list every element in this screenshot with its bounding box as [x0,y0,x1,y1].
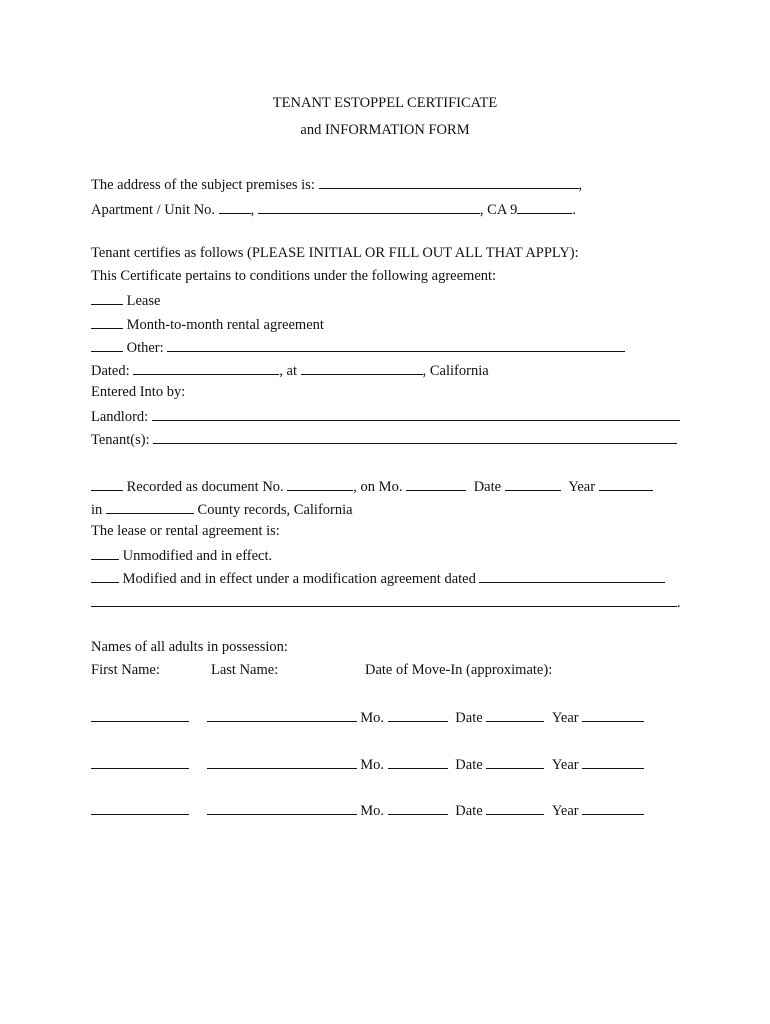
landlord-label: Landlord: [91,409,149,425]
lease-row [91,290,160,310]
date-label: Date [455,803,483,819]
city-field[interactable] [258,199,480,214]
mo-label: Mo. [360,803,385,819]
dated-field[interactable] [133,360,279,375]
tenants-row [91,429,677,449]
apartment-label: Apartment / Unit No. [91,202,216,218]
modification-continuation-field[interactable] [91,592,677,607]
move-in-date-field[interactable] [486,754,544,769]
continuation-period: . [677,595,681,611]
zip-field[interactable] [517,199,572,214]
at-label: , at [279,363,297,379]
address-comma: , [578,177,583,193]
other-label: Other: [126,340,164,356]
move-in-month-field[interactable] [388,707,448,722]
modified-row [91,568,665,588]
address-row [91,174,582,194]
adult-row-1 [91,707,644,727]
apartment-row [91,199,576,219]
location-field[interactable] [301,360,423,375]
form-title: TENANT ESTOPPEL CERTIFICATE [272,95,498,111]
last-name-field[interactable] [207,800,357,815]
recorded-date-field[interactable] [505,476,561,491]
landlord-row [91,406,680,426]
ca-label: , CA 9 [479,202,518,218]
month-initial-field[interactable] [91,314,123,329]
recorded-label: Recorded as document No. [126,479,284,495]
move-in-date-field[interactable] [486,707,544,722]
month-label: Month-to-month rental agreement [126,317,324,333]
unit-comma: , [250,202,255,218]
california-label: , California [422,363,489,379]
last-name-field[interactable] [207,754,357,769]
tenants-field[interactable] [153,429,677,444]
dated-row [91,360,489,380]
mo-label: Mo. [360,757,385,773]
year-label: Year [551,710,579,726]
move-in-month-field[interactable] [388,754,448,769]
unmodified-initial-field[interactable] [91,545,119,560]
first-name-header: First Name: [91,662,160,678]
adult-row-3 [91,800,644,820]
address-field[interactable] [319,174,579,189]
in-label: in [91,502,103,518]
unmodified-label: Unmodified and in effect. [122,548,273,564]
first-name-field[interactable] [91,754,189,769]
move-in-month-field[interactable] [388,800,448,815]
lease-label: Lease [126,293,161,309]
move-in-year-field[interactable] [582,800,644,815]
first-name-field[interactable] [91,707,189,722]
move-in-year-field[interactable] [582,754,644,769]
year-label: Year [551,803,579,819]
modified-label: Modified and in effect under a modification agreement dated [122,571,476,587]
last-name-header: Last Name: [211,662,279,678]
document-number-field[interactable] [287,476,353,491]
move-in-year-field[interactable] [582,707,644,722]
unit-number-field[interactable] [219,199,251,214]
recorded-year-field[interactable] [599,476,653,491]
tenants-label: Tenant(s): [91,432,150,448]
last-name-field[interactable] [207,707,357,722]
lease-initial-field[interactable] [91,290,123,305]
county-field[interactable] [106,499,194,514]
move-in-date-field[interactable] [486,800,544,815]
address-label: The address of the subject premises is: [91,177,315,193]
county-row [91,499,353,519]
adult-row-2 [91,754,644,774]
first-name-field[interactable] [91,800,189,815]
dated-label: Dated: [91,363,130,379]
county-label: County records, California [197,502,353,518]
other-row [91,337,625,357]
certify-text: Tenant certifies as follows (PLEASE INITIAL OR FILL OUT ALL THAT APPLY): [91,245,579,261]
recorded-year-label: Year [568,479,596,495]
pertains-text: This Certificate pertains to conditions under the following agreement: [91,268,497,284]
unmodified-row [91,545,272,565]
landlord-field[interactable] [152,406,680,421]
month-to-month-row [91,314,324,334]
recorded-date-label: Date [473,479,502,495]
on-mo-label: , on Mo. [353,479,403,495]
recorded-initial-field[interactable] [91,476,123,491]
lease-is-label: The lease or rental agreement is: [91,523,280,539]
zip-period: . [572,202,577,218]
date-label: Date [455,710,483,726]
recorded-row [91,476,653,496]
recorded-month-field[interactable] [406,476,466,491]
year-label: Year [551,757,579,773]
move-in-header: Date of Move-In (approximate): [365,662,553,678]
other-initial-field[interactable] [91,337,123,352]
entered-into-label: Entered Into by: [91,384,186,400]
modified-initial-field[interactable] [91,568,119,583]
other-field[interactable] [167,337,625,352]
mo-label: Mo. [360,710,385,726]
modification-date-field[interactable] [479,568,665,583]
modification-continuation-row [91,592,681,612]
adults-label: Names of all adults in possession: [91,639,288,655]
date-label: Date [455,757,483,773]
form-subtitle: and INFORMATION FORM [300,122,470,138]
